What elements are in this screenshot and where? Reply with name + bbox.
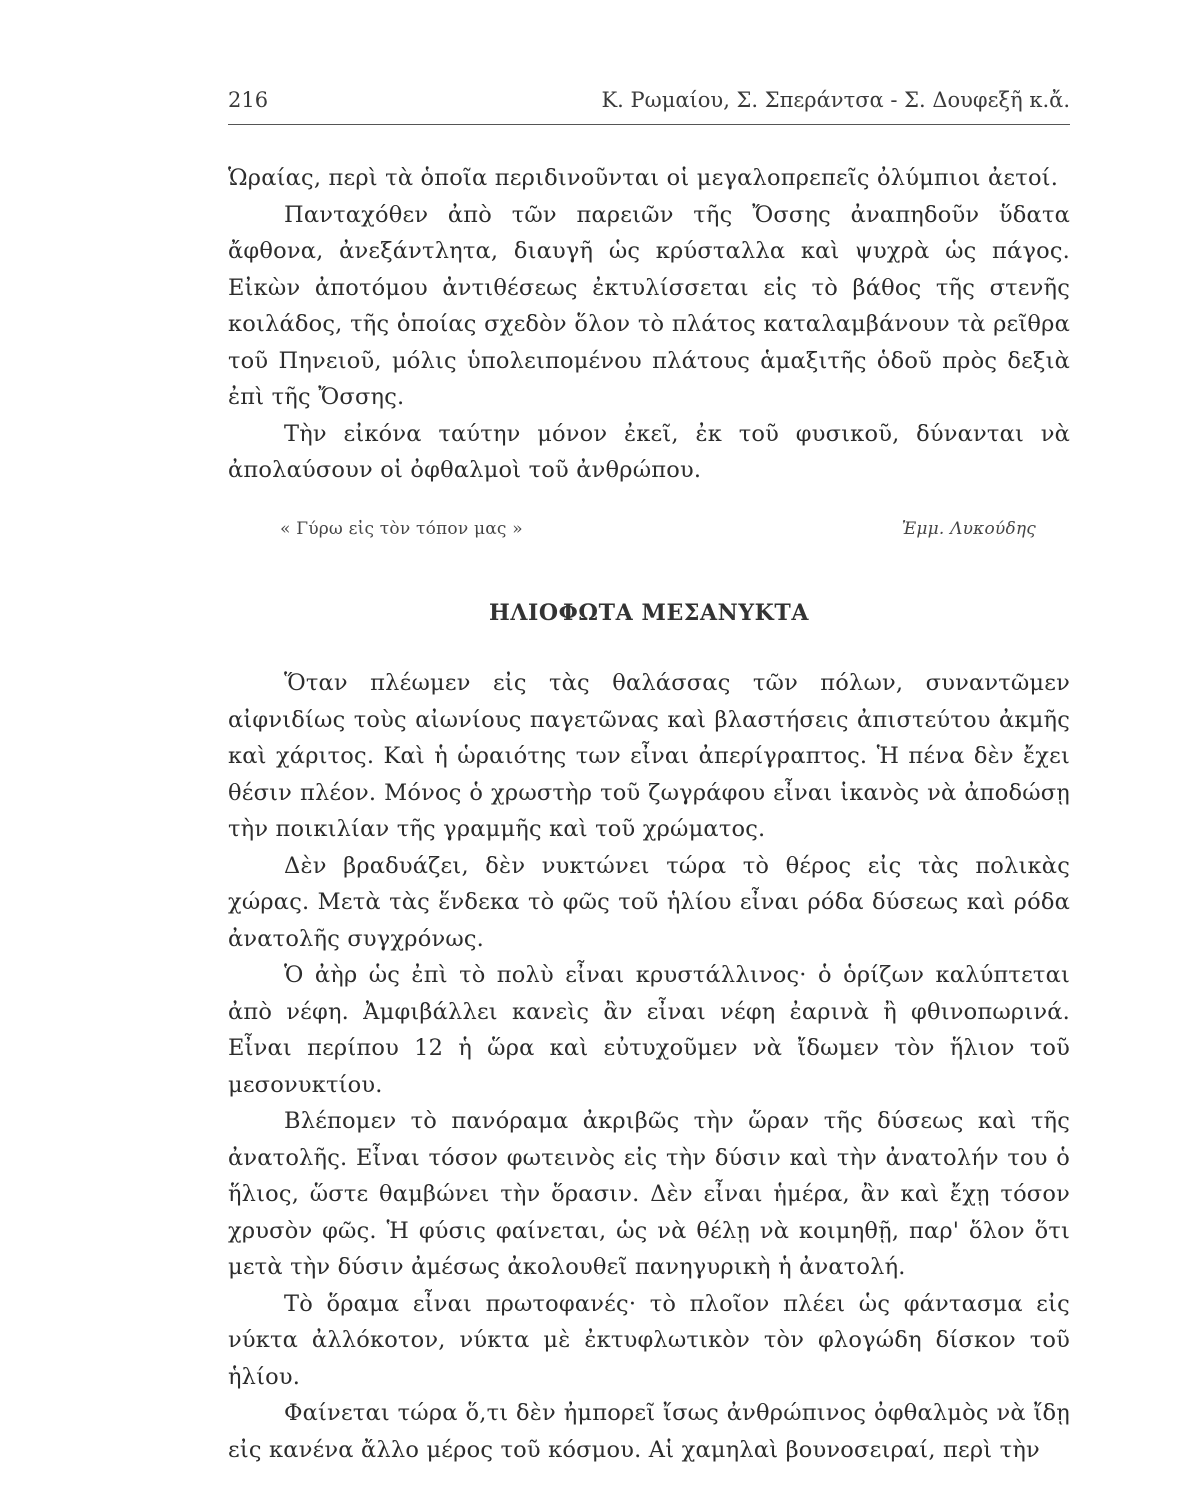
citation-source: « Γύρω εἰς τὸν τόπον μας » bbox=[280, 518, 523, 539]
paragraph: Πανταχόθεν ἀπὸ τῶν παρειῶν τῆς Ὄσσης ἀναπηδοῦν ὕδατα ἄφθονα, ἀνεξάντλητα, διαυγῆ ὡς κρύσταλλα καὶ ψυχρὰ ὡς πάγος. Εἰκὼν ἀποτόμου ἀντιθέσεως ἐκτυλίσσεται εἰς τὸ βάθος τῆς στενῆς κοιλάδος, τῆς ὁποίας σχεδὸν ὅλον τὸ πλάτος καταλαμβάνουν τὰ ρεῖθρα τοῦ Πηνειοῦ, μόλις ὑπολειπομένου πλάτους ἁμαξιτῆς ὁδοῦ πρὸς δεξιὰ ἐπὶ τῆς Ὄσσης. bbox=[228, 201, 1070, 410]
paragraph: Τὸ ὅραμα εἶναι πρωτοφανές· τὸ πλοῖον πλέει ὡς φάντασμα εἰς νύκτα ἀλλόκοτον, νύκτα μὲ ἐκτυφλωτικὸν τὸν φλογώδη δίσκον τοῦ ἡλίου. bbox=[228, 1290, 1070, 1390]
header-rule bbox=[228, 124, 1070, 125]
paragraph: Φαίνεται τώρα ὅ,τι δὲν ἠμπορεῖ ἴσως ἀνθρώπινος ὀφθαλμὸς νὰ ἴδῃ εἰς κανένα ἄλλο μέρος τοῦ κόσμου. Αἱ χαμηλαὶ βουνοσειραί, περὶ τὴν bbox=[228, 1400, 1070, 1463]
citation bbox=[228, 503, 1070, 543]
paragraph: Δὲν βραδυάζει, δὲν νυκτώνει τώρα τὸ θέρος εἰς τὰς πολικὰς χώρας. Μετὰ τὰς ἕνδεκα τὸ φῶς τοῦ ἡλίου εἶναι ρόδα δύσεως καὶ ρόδα ἀνατολῆς συγχρόνως. bbox=[228, 852, 1070, 952]
page-body bbox=[228, 160, 1070, 1468]
paragraph: Τὴν εἰκόνα ταύτην μόνον ἐκεῖ, ἐκ τοῦ φυσικοῦ, δύνανται νὰ ἀπολαύσουν οἱ ὀφθαλμοὶ τοῦ ἀνθρώπου. bbox=[228, 420, 1070, 483]
section-title: ΗΛΙΟΦΩΤΑ ΜΕΣΑΝΥΚΤΑ bbox=[488, 599, 810, 626]
paragraph: Βλέπομεν τὸ πανόραμα ἀκριβῶς τὴν ὥραν τῆς δύσεως καὶ τῆς ἀνατολῆς. Εἶναι τόσον φωτεινὸς εἰς τὴν δύσιν καὶ τὴν ἀνατολήν του ὁ ἥλιος, ὥστε θαμβώνει τὴν ὅρασιν. Δὲν εἶναι ἡμέρα, ἂν καὶ ἔχῃ τόσον χρυσὸν φῶς. Ἡ φύσις φαίνεται, ὡς νὰ θέλῃ νὰ κοιμηθῇ, παρ' ὅλον ὅτι μετὰ τὴν δύσιν ἀμέσως ἀκολουθεῖ πανηγυρικὴ ἡ ἀνατολή. bbox=[228, 1108, 1070, 1280]
paragraph: Ὅταν πλέωμεν εἰς τὰς θαλάσσας τῶν πόλων, συναντῶμεν αἰφνιδίως τοὺς αἰωνίους παγετῶνας καὶ βλαστήσεις ἀπιστεύτου ἀκμῆς καὶ χάριτος. Καὶ ἡ ὡραιότης των εἶναι ἀπερίγραπτος. Ἡ πένα δὲν ἔχει θέσιν πλέον. Μόνος ὁ χρωστὴρ τοῦ ζωγράφου εἶναι ἱκανὸς νὰ ἀποδώσῃ τὴν ποικιλίαν τῆς γραμμῆς καὶ τοῦ χρώματος. bbox=[228, 670, 1070, 842]
paragraph: Ὁ ἀὴρ ὡς ἐπὶ τὸ πολὺ εἶναι κρυστάλλινος· ὁ ὁρίζων καλύπτεται ἀπὸ νέφη. Ἀμφιβάλλει κανεὶς ἂν εἶναι νέφη ἐαρινὰ ἢ φθινοπωρινά. Εἶναι περίπου 12 ἡ ὥρα καὶ εὐτυχοῦμεν νὰ ἴδωμεν τὸν ἥλιον τοῦ μεσονυκτίου. bbox=[228, 962, 1070, 1098]
paragraph: Ὡραίας, περὶ τὰ ὁποῖα περιδινοῦνται οἱ μεγαλοπρεπεῖς ὀλύμπιοι ἀετοί. bbox=[228, 165, 1059, 191]
running-head: Κ. Ρωμαίου, Σ. Σπεράντσα - Σ. Δουφεξῆ κ.ἄ. bbox=[601, 88, 1070, 112]
page-number: 216 bbox=[228, 88, 269, 112]
citation-author: Ἐμμ. Λυκούδης bbox=[901, 518, 1036, 539]
page-header bbox=[228, 88, 1070, 118]
